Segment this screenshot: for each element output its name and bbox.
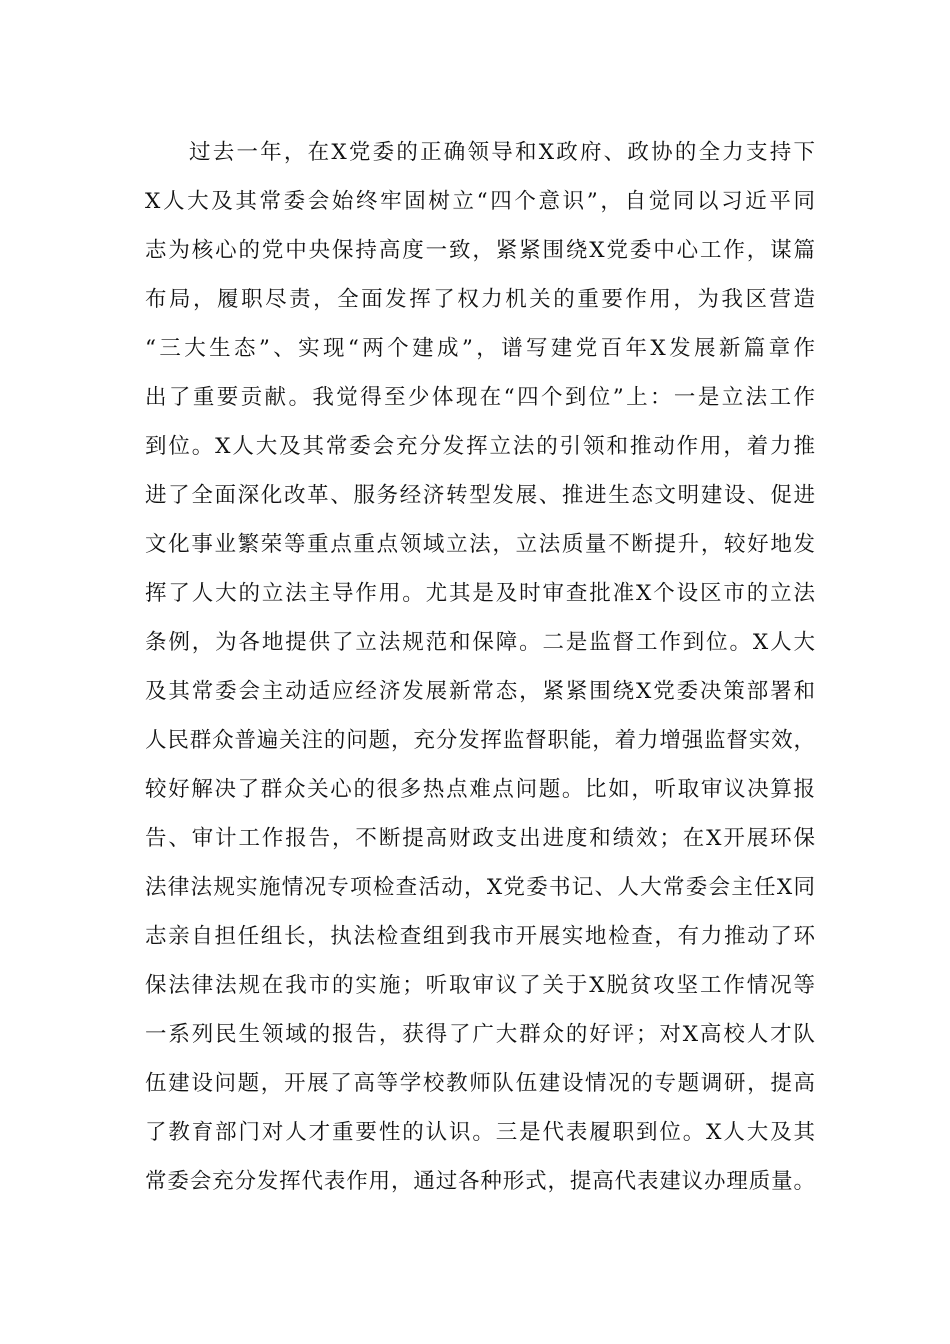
text-line-10: 挥了人大的立法主导作用。尤其是及时审查批准X个设区市的立法: [145, 581, 815, 606]
text-line-2: X人大及其常委会始终牢固树立“四个意识”，自觉同以习近平同: [145, 189, 815, 214]
text-line-12: 及其常委会主动适应经济发展新常态，紧紧围绕X党委决策部署和: [145, 679, 815, 704]
body-paragraph: [145, 128, 815, 1206]
text-line-21: 了教育部门对人才重要性的认识。三是代表履职到位。X人大及其: [145, 1120, 815, 1145]
text-line-15: 告、审计工作报告，不断提高财政支出进度和绩效；在X开展环保: [145, 826, 815, 851]
text-line-18: 保法律法规在我市的实施；听取审议了关于X脱贫攻坚工作情况等: [145, 973, 815, 998]
text-line-8: 进了全面深化改革、服务经济转型发展、推进生态文明建设、促进: [145, 483, 815, 508]
text-line-5: “三大生态”、实现“两个建成”，谱写建党百年X发展新篇章作: [145, 336, 815, 361]
text-line-9: 文化事业繁荣等重点重点领域立法，立法质量不断提升，较好地发: [145, 532, 815, 557]
text-line-6: 出了重要贡献。我觉得至少体现在“四个到位”上：一是立法工作: [145, 385, 815, 410]
text-line-4: 布局，履职尽责，全面发挥了权力机关的重要作用，为我区营造: [145, 287, 815, 312]
text-line-1: 过去一年，在X党委的正确领导和X政府、政协的全力支持下: [189, 140, 815, 165]
text-line-7: 到位。X人大及其常委会充分发挥立法的引领和推动作用，着力推: [145, 434, 815, 459]
text-line-16: 法律法规实施情况专项检查活动，X党委书记、人大常委会主任X同: [145, 875, 815, 900]
text-line-17: 志亲自担任组长，执法检查组到我市开展实地检查，有力推动了环: [145, 924, 815, 949]
text-line-19: 一系列民生领域的报告，获得了广大群众的好评；对X高校人才队: [145, 1022, 815, 1047]
text-line-14: 较好解决了群众关心的很多热点难点问题。比如，听取审议决算报: [145, 777, 815, 802]
text-line-22: 常委会充分发挥代表作用，通过各种形式，提高代表建议办理质量。: [145, 1169, 815, 1194]
text-line-13: 人民群众普遍关注的问题，充分发挥监督职能，着力增强监督实效，: [145, 728, 815, 753]
text-line-11: 条例，为各地提供了立法规范和保障。二是监督工作到位。X人大: [145, 630, 815, 655]
text-line-3: 志为核心的党中央保持高度一致，紧紧围绕X党委中心工作，谋篇: [145, 238, 815, 263]
text-line-20: 伍建设问题，开展了高等学校教师队伍建设情况的专题调研，提高: [145, 1071, 815, 1096]
